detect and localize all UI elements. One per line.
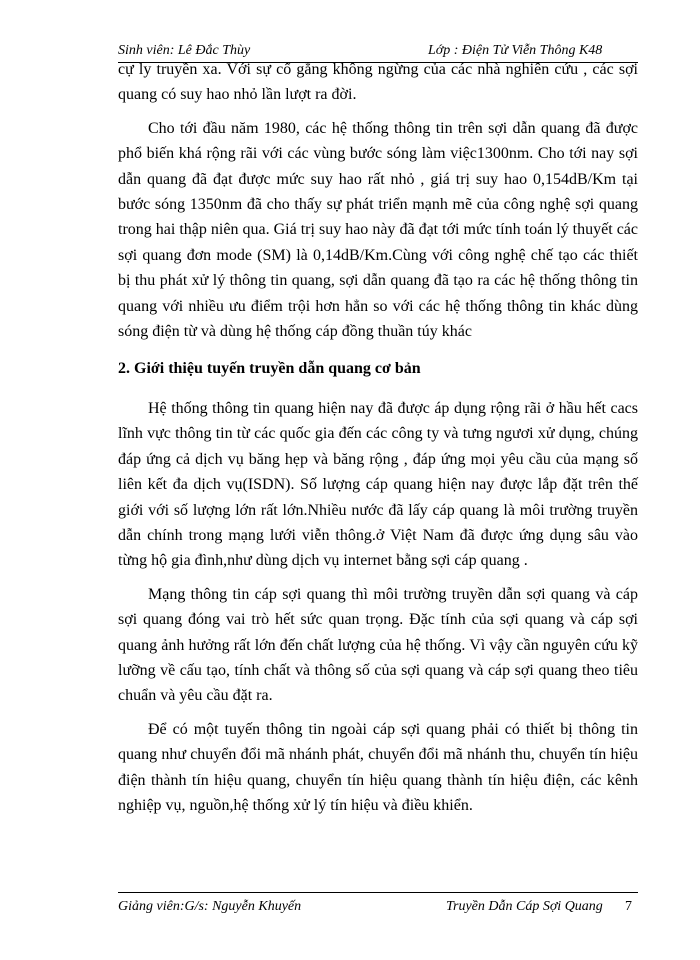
footer-teacher: Giảng viên:G/s: Nguyễn Khuyến: [118, 899, 302, 914]
section-heading: 2. Giới thiệu tuyến truyền dẫn quang cơ bản: [118, 360, 421, 378]
document-body: [118, 57, 638, 818]
header-student: Sinh viên: Lê Đắc Thùy: [118, 43, 251, 58]
page-number: 7: [625, 899, 632, 914]
header-class: Lớp : Điện Tử Viễn Thông K48: [428, 43, 603, 58]
paragraph-overview: Hệ thống thông tin quang hiện nay đã được áp dụng rộng rãi ở hầu hết cacs lĩnh vực thông tin từ các quốc gia đến các công ty và tưng ngươi xử dụng, chúng đáp ứng cả dịch vụ băng hẹp và băng rộng , đáp ứng mọi yêu cầu của mạng số liên kết đa dịch vụ(ISDN). Số lượng cáp quang hiện nay được lắp đặt trên thế giới với số lượng lớn rất lớn.Nhiều nước đã lấy cáp quang là môi trường truyền dẫn chính trong mạng lưới viễn thông.ở Việt Nam đã được ứng dụng sâu vào từng hộ gia đình,như dùng dịch vụ internet bằng sợi cáp quang .: [118, 399, 638, 570]
footer-subject: Truyền Dẫn Cáp Sợi Quang: [446, 899, 603, 914]
paragraph-network: Mạng thông tin cáp sợi quang thì môi trường truyền dẫn sợi quang và cáp sợi quang đóng vai trò hết sức quan trọng. Đặc tính của sợi quang và cáp sợi quang ảnh hưởng rất lớn đến chất lượng của hệ thống. Vì vậy cần nguyên cứu kỹ lưỡng về cấu tạo, tính chất và thông số của sợi quang và cáp sợi quang theo tiêu chuẩn và yêu cầu đặt ra.: [118, 585, 638, 705]
paragraph-history: Cho tới đầu năm 1980, các hệ thống thông tin trên sợi dẫn quang đã được phổ biến khá rộng rãi với các vùng bước sóng làm việc1300nm. Cho tới nay sợi dẫn quang đã đạt được mức suy hao rất nhỏ , giá trị suy hao 0,154dB/Km tại bước sóng 1350nm đã cho thấy sự phát triển mạnh mẽ của công nghệ sợi quang trong hai thập niên qua. Giá trị suy hao này đã đạt tới mức tính toán lý thuyết các sợi quang đơn mode (SM) là 0,14dB/Km.Cùng với công nghệ chế tạo các thiết bị thu phát xử lý thông tin quang, sợi dẫn quang đã tạo ra các hệ thống thông tin quang với nhiều ưu điểm trội hơn hẳn so với các hệ thống thông tin khác dùng sóng điện từ và dùng hệ thống cáp đồng thuần túy khác: [118, 119, 638, 341]
paragraph-equipment: Để có một tuyến thông tin ngoài cáp sợi quang phải có thiết bị thông tin quang như chuyển đổi mã nhánh phát, chuyển đổi mã nhánh thu, chuyển tín hiệu điện thành tín hiệu quang, chuyển tín hiệu quang thành tín hiệu điện, các kênh nghiệp vụ, nguồn,hệ thống xử lý tín hiệu và điều khiển.: [118, 720, 638, 814]
page-footer: [118, 892, 638, 918]
paragraph-continuation: cự ly truyền xa. Với sự cố gắng không ngừng của các nhà nghiên cứu , các sợi quang có suy hao nhỏ lần lượt ra đời.: [118, 61, 638, 104]
